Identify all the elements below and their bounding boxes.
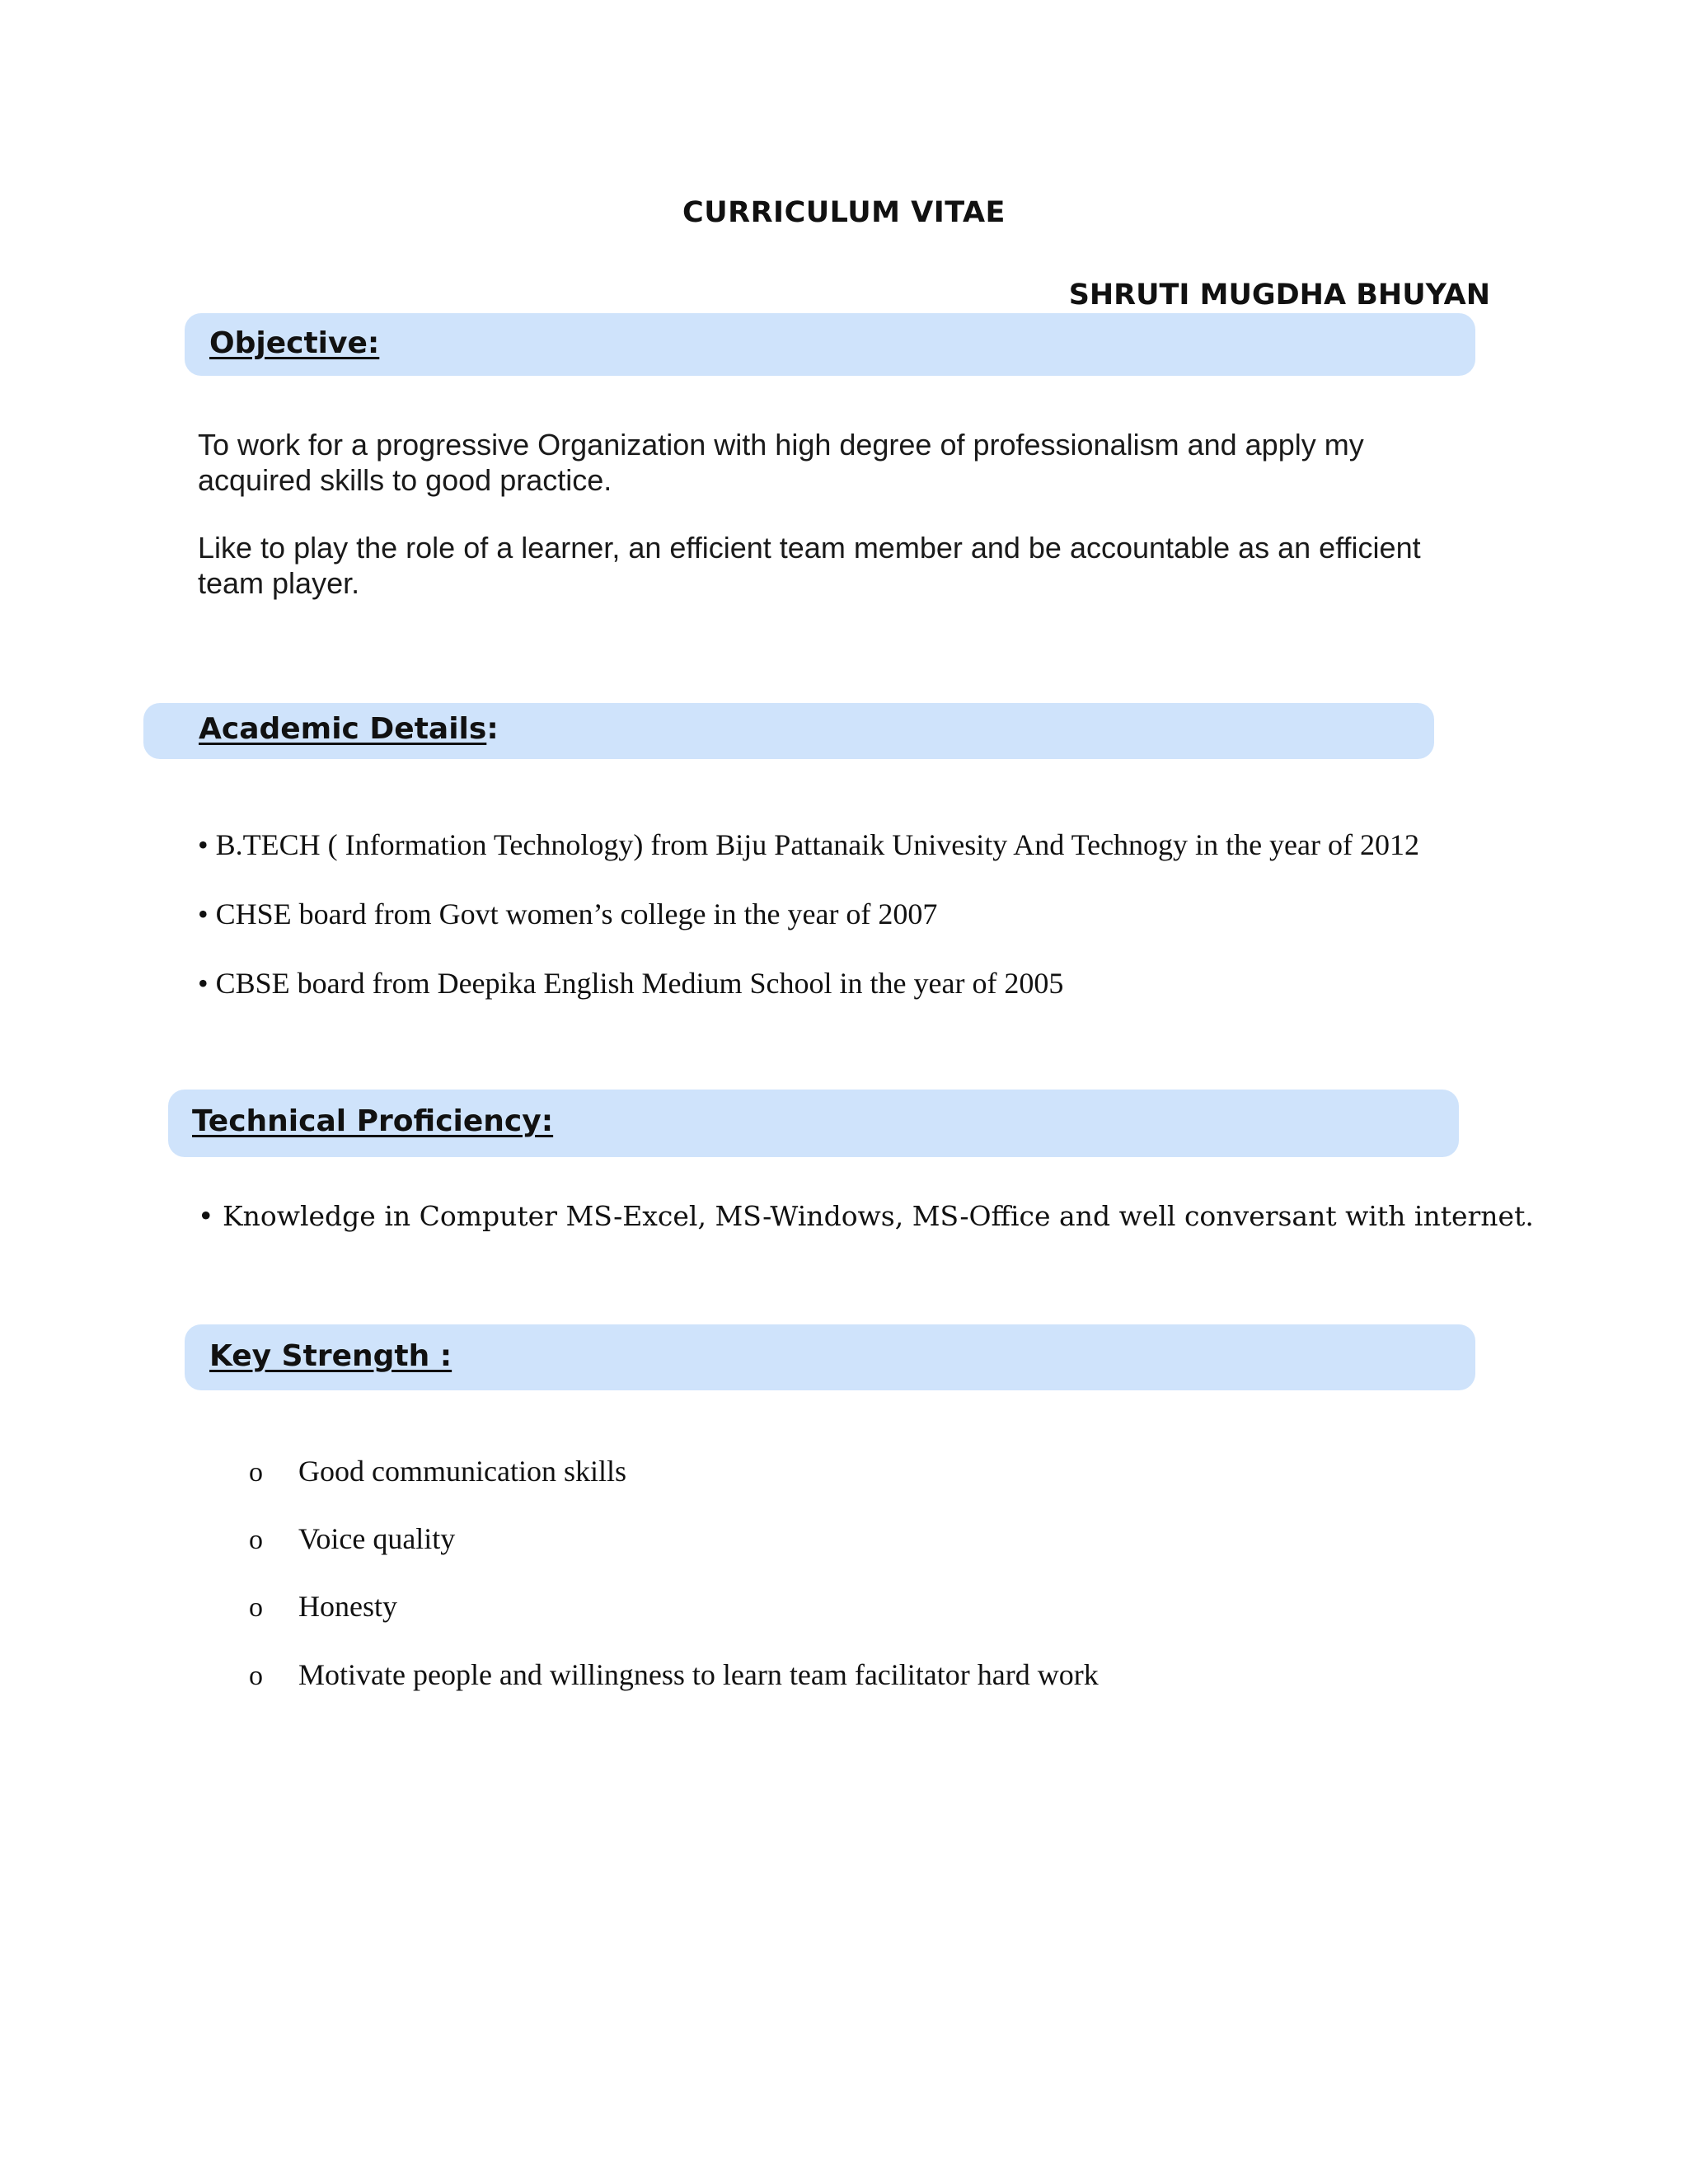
academic-heading-colon: :	[486, 712, 499, 746]
document-title: CURRICULUM VITAE	[682, 196, 1006, 229]
technical-item: • Knowledge in Computer MS-Excel, MS-Windows, MS-Office and well conversant with internet.	[198, 1200, 1534, 1232]
candidate-name: SHRUTI MUGDHA BHUYAN	[1068, 279, 1490, 312]
strengths-heading	[209, 1339, 452, 1373]
technical-heading	[192, 1104, 553, 1138]
strength-bullet-icon: o	[249, 1457, 263, 1488]
strengths-heading-text: Key Strength :	[209, 1339, 452, 1373]
strength-item: Motivate people and willingness to learn team facilitator hard work	[298, 1658, 1099, 1691]
academic-item: • CBSE board from Deepika English Medium School in the year of 2005	[198, 967, 1064, 1000]
academic-item: • B.TECH ( Information Technology) from Biju Pattanaik Univesity And Technogy in the year of 2012	[198, 828, 1419, 861]
academic-item: • CHSE board from Govt women’s college in the year of 2007	[198, 898, 938, 930]
strength-item: Honesty	[298, 1590, 397, 1623]
strength-bullet-icon: o	[249, 1592, 263, 1623]
strength-bullet-icon: o	[249, 1661, 263, 1691]
academic-heading	[199, 712, 499, 746]
objective-heading	[209, 326, 379, 360]
objective-paragraph-2: Like to play the role of a learner, an efficient team member and be accountable as an efficient team player.	[198, 531, 1421, 600]
strength-bullet-icon: o	[249, 1525, 263, 1555]
objective-heading-text: Objective:	[209, 326, 380, 360]
objective-paragraph-1: To work for a progressive Organization with high degree of professionalism and apply my acquired skills to good practice.	[198, 428, 1364, 497]
technical-heading-text: Technical Proficiency:	[192, 1104, 554, 1138]
strength-item: Voice quality	[298, 1522, 456, 1555]
academic-heading-text: Academic Details	[199, 712, 487, 746]
strength-item: Good communication skills	[298, 1455, 626, 1488]
